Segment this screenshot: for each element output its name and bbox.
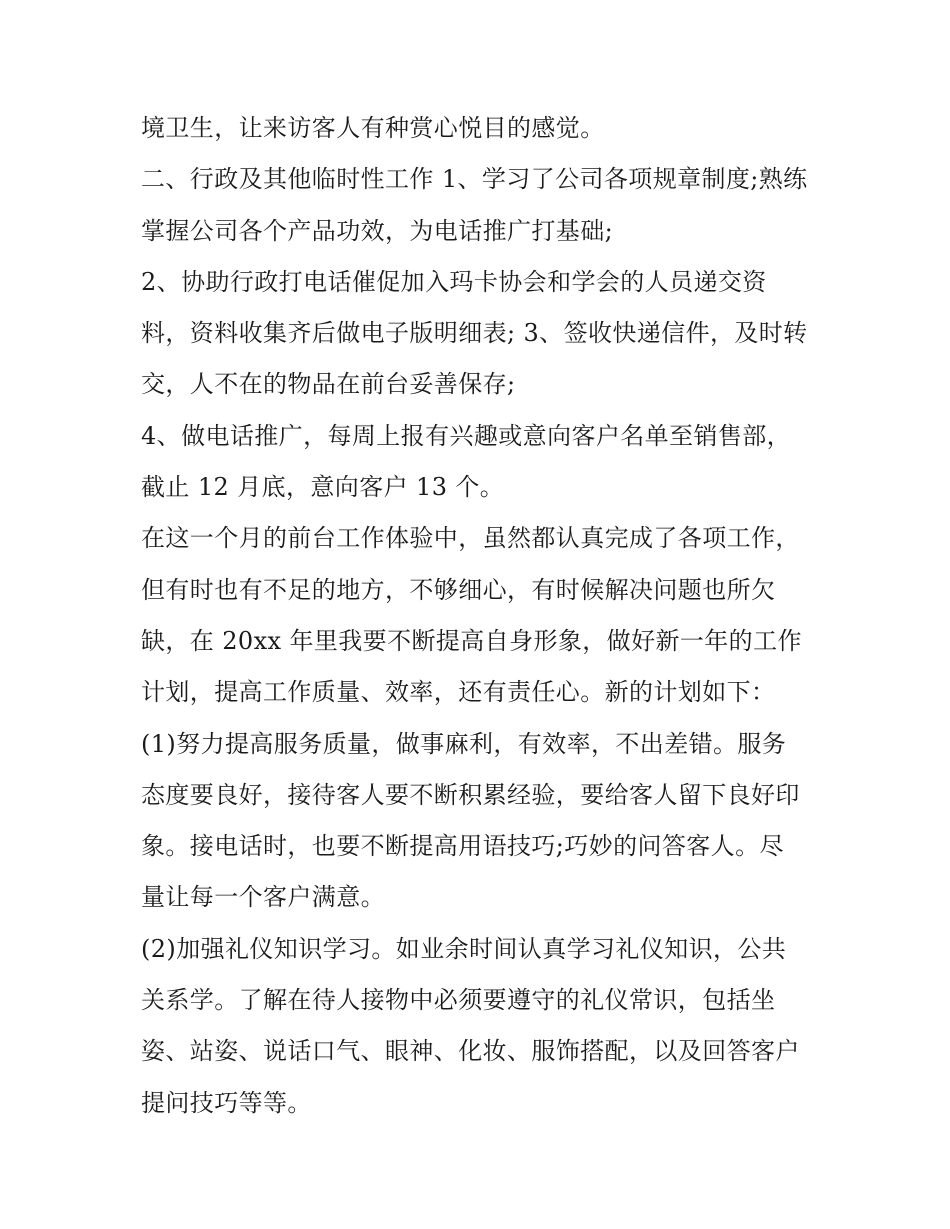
text-line: 在这一个月的前台工作体验中，虽然都认真完成了各项工作， [141,524,800,553]
text-line: 掌握公司各个产品功效，为电话推广打基础; [141,216,614,245]
text-line: 关系学。了解在待人接物中必须要遵守的礼仪常识，包括坐 [141,986,776,1015]
text-line: 姿、站姿、说话口气、眼神、化妆、服饰搭配，以及回答客户 [141,1037,800,1066]
paragraph-7 [141,924,821,1129]
text-line: 态度要良好，接待客人要不断积累经验，要给客人留下良好印 [141,780,800,809]
text-line: 但有时也有不足的地方，不够细心，有时候解决问题也所欠 [141,575,776,604]
text-line: 提问技巧等等。 [141,1088,312,1117]
paragraph-4 [141,411,821,514]
paragraph-2 [141,154,821,257]
text-line: 4、做电话推广，每周上报有兴趣或意向客户名单至销售部， [141,421,792,450]
text-line: (2)加强礼仪知识学习。如业余时间认真学习礼仪知识，公共 [141,934,787,963]
text-line: 象。接电话时，也要不断提高用语技巧;巧妙的问答客人。尽 [141,832,784,861]
text-line: 境卫生，让来访客人有种赏心悦目的感觉。 [141,114,605,142]
text-line: 截止 12 月底，意向客户 13 个。 [141,473,505,502]
document-body [141,103,821,1129]
paragraph-5 [141,513,821,718]
text-line: 二、行政及其他临时性工作 1、学习了公司各项规章制度;熟练 [141,165,808,194]
paragraph-3 [141,257,821,411]
text-line: (1)努力提高服务质量，做事麻利，有效率，不出差错。服务 [141,729,787,758]
text-line: 计划，提高工作质量、效率，还有责任心。新的计划如下： [141,678,776,707]
paragraph-1 [141,103,821,154]
text-line: 料，资料收集齐后做电子版明细表; 3、签收快递信件，及时转 [141,319,808,348]
text-line: 量让每一个客户满意。 [141,883,385,912]
paragraph-6 [141,719,821,924]
text-line: 交，人不在的物品在前台妥善保存; [141,370,516,399]
text-line: 2、协助行政打电话催促加入玛卡协会和学会的人员递交资 [141,267,767,296]
text-line: 缺，在 20xx 年里我要不断提高自身形象，做好新一年的工作 [141,626,802,655]
